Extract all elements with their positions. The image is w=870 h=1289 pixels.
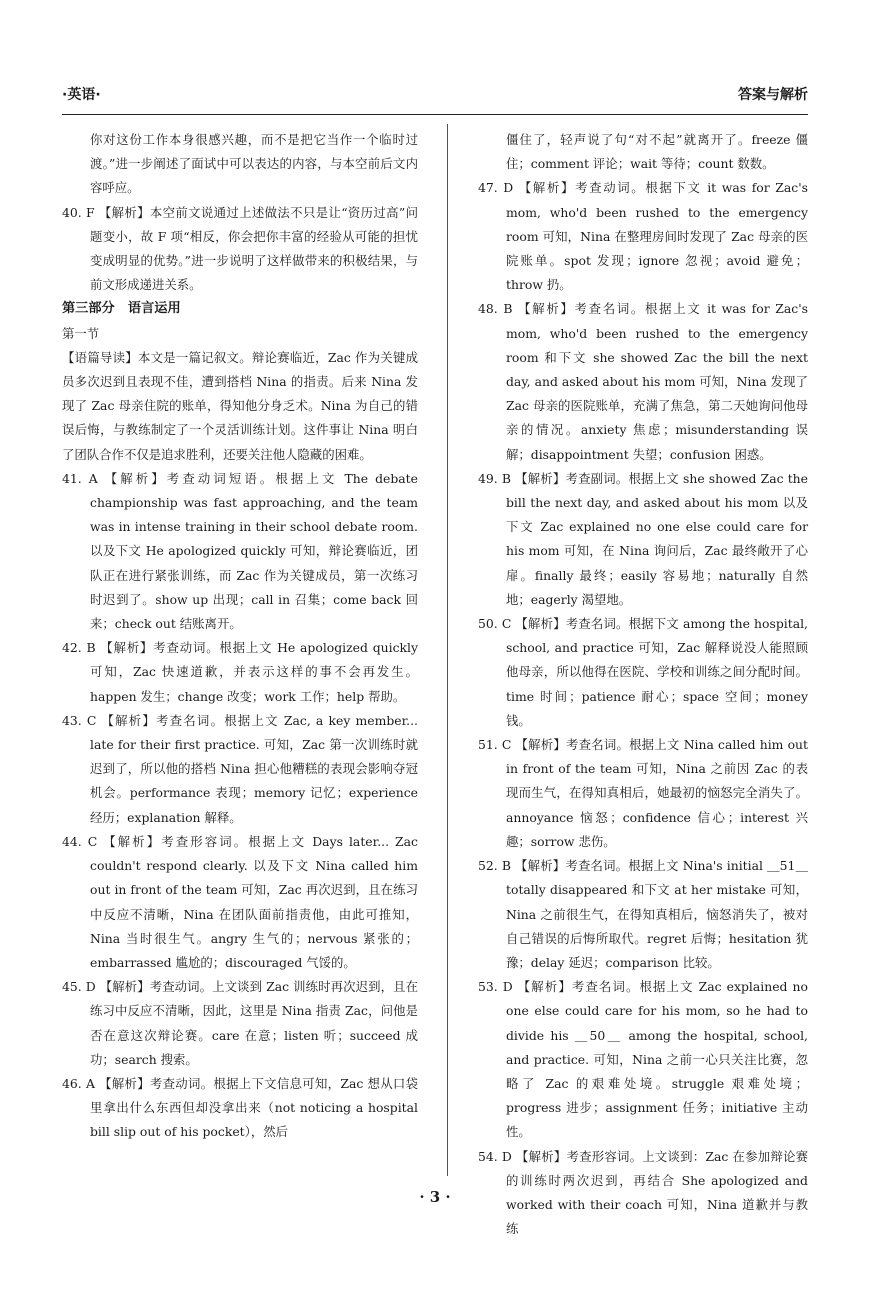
q52: 52. B 【解析】考查名词。根据上文 Nina's initial ＿51＿ totally disappeared 和下文 at her mistake 可知，Nina 之前很生气，在得知真相后，恼怒消失了，被对自己错误的后悔所取代。regret 后悔；hesitation 犹豫；delay 延迟；comparison 比较。 (478, 858, 808, 970)
guide: 【语篇导读】本文是一篇记叙文。辩论赛临近，Zac 作为关键成员多次迟到且表现不佳，遭到搭档 Nina 的指责。后来 Nina 发现了 Zac 母亲住院的账单，得知他分身乏术。Nina 为自己的错误后悔，与教练制定了一个灵活训练计划。这件事让 Nina 明白了团队合作不仅是追求胜利，还要关注他人隐藏的困难。 (62, 349, 418, 462)
q44: 44. C 【解析】考查形容词。根据上文 Days later... Zac couldn't respond clearly. 以及下文 Nina called him out in front of the team 可知，Zac 再次迟到，且在练习中反应不清晰，Nina 在团队面前指责他，由此可推知，Nina 当时很生气。angry 生气的；nervous 紧张的；embarrassed 尴尬的；discouraged 气馁的。 (62, 833, 418, 970)
left-column (62, 128, 418, 1145)
q50: 50. C 【解析】考查名词。根据下文 among the hospital, school, and practice 可知，Zac 解释说没人能照顾他母亲，所以他得在医院、学校和训练之间分配时间。time 时间；patience 耐心；space 空间；money 钱。 (478, 616, 808, 728)
column-divider (447, 124, 448, 1176)
q48: 48. B 【解析】考查名词。根据上文 it was for Zac's mom, who'd been rushed to the emergency room 和下文 she showed Zac the bill the next day, and asked about his mom 可知，Nina 发现了 Zac 母亲的医院账单，充满了焦急，第二天她询问他母亲的情况。anxiety 焦虑；misunderstanding 误解；disappointment 失望；confusion 困惑。 (478, 301, 808, 462)
subject-label: ·英语· (62, 87, 101, 103)
p-39-cont: 你对这份工作本身很感兴趣，而不是把它当作一个临时过渡。”进一步阐述了面试中可以表达的内容，与本空前后文内容呼应。 (90, 132, 418, 196)
q51: 51. C 【解析】考查名词。根据上文 Nina called him out in front of the team 可知，Nina 之前因 Zac 的表现而生气，在得知真相后，她最初的恼怒完全消失了。annoyance 恼怒；confidence 信心；interest 兴趣；sorrow 悲伤。 (478, 737, 808, 849)
q49: 49. B 【解析】考查副词。根据上文 she showed Zac the bill the next day, and asked about his mom 以及下文 Zac explained no one else could care for his mom 可知，在 Nina 询问后，Zac 最终敞开了心扉。finally 最终；easily 容易地；naturally 自然地；eagerly 渴望地。 (478, 470, 808, 607)
q53: 53. D 【解析】考查名词。根据上文 Zac explained no one else could care for his mom, so he had to divide his ＿50＿ among the hospital, school, and practice. 可知，Nina 之前一心只关注比赛，忽略了 Zac 的艰难处境。struggle 艰难处境；progress 进步；assignment 任务；initiative 主动性。 (478, 979, 808, 1140)
page-number: · 3 · (419, 1188, 451, 1206)
q42: 42. B 【解析】考查动词。根据上文 He apologized quickly 可知，Zac 快速道歉，并表示这样的事不会再发生。happen 发生；change 改变；work 工作；help 帮助。 (62, 640, 418, 704)
q46-cont: 僵住了，轻声说了句“对不起”就离开了。freeze 僵住；comment 评论；wait 等待；count 数数。 (506, 132, 808, 172)
q45: 45. D 【解析】考查动词。上文谈到 Zac 训练时再次迟到，且在练习中反应不清晰，因此，这里是 Nina 指责 Zac，问他是否在意这次辩论赛。care 在意；listen 听；succeed 成功；search 搜索。 (62, 979, 418, 1067)
q54: 54. D 【解析】考查形容词。上文谈到：Zac 在参加辩论赛的训练时两次迟到，再结合 She apologized and worked with their coach 可知，Nina 道歉并与教练 (478, 1148, 808, 1237)
page-header (62, 80, 808, 115)
q43: 43. C 【解析】考查名词。根据上文 Zac, a key member... late for their first practice. 可知，Zac 第一次训练时就迟到了，所以他的搭档 Nina 担心他糟糕的表现会影响夺冠机会。performance 表现；memory 记忆；experience 经历；explanation 解释。 (62, 712, 418, 825)
q47: 47. D 【解析】考查动词。根据下文 it was for Zac's mom, who'd been rushed to the emergency room 可知，Nina 在整理房间时发现了 Zac 母亲的医院账单。spot 发现；ignore 忽视；avoid 避免；throw 扔。 (478, 180, 808, 293)
q41: 41. A 【解析】考查动词短语。根据上文 The debate championship was fast approaching, and the team was in intense training in their school debate room. 以及下文 He apologized quickly 可知，辩论赛临近，团队正在进行紧张训练，而 Zac 作为关键成员，第一次练习时迟到了。show up 出现；call in 召集；come back 回来；check out 结账离开。 (62, 470, 418, 632)
right-column (478, 128, 808, 1241)
section-title: 答案与解析 (738, 87, 808, 103)
section-3: 第三部分 语言运用 (62, 301, 181, 317)
q46: 46. A 【解析】考查动词。根据上下文信息可知，Zac 想从口袋里拿出什么东西但却没拿出来（not noticing a hospital bill slip out of his pocket），然后 (62, 1075, 418, 1140)
q40: 40. F 【解析】本空前文说通过上述做法不只是让“资历过高”问题变小，故 F 项“相反，你会把你丰富的经验从可能的担忧变成明显的优势。”进一步说明了这样做带来的积极结果，与前文形成递进关系。 (62, 204, 418, 293)
section-3-1: 第一节 (62, 325, 100, 341)
